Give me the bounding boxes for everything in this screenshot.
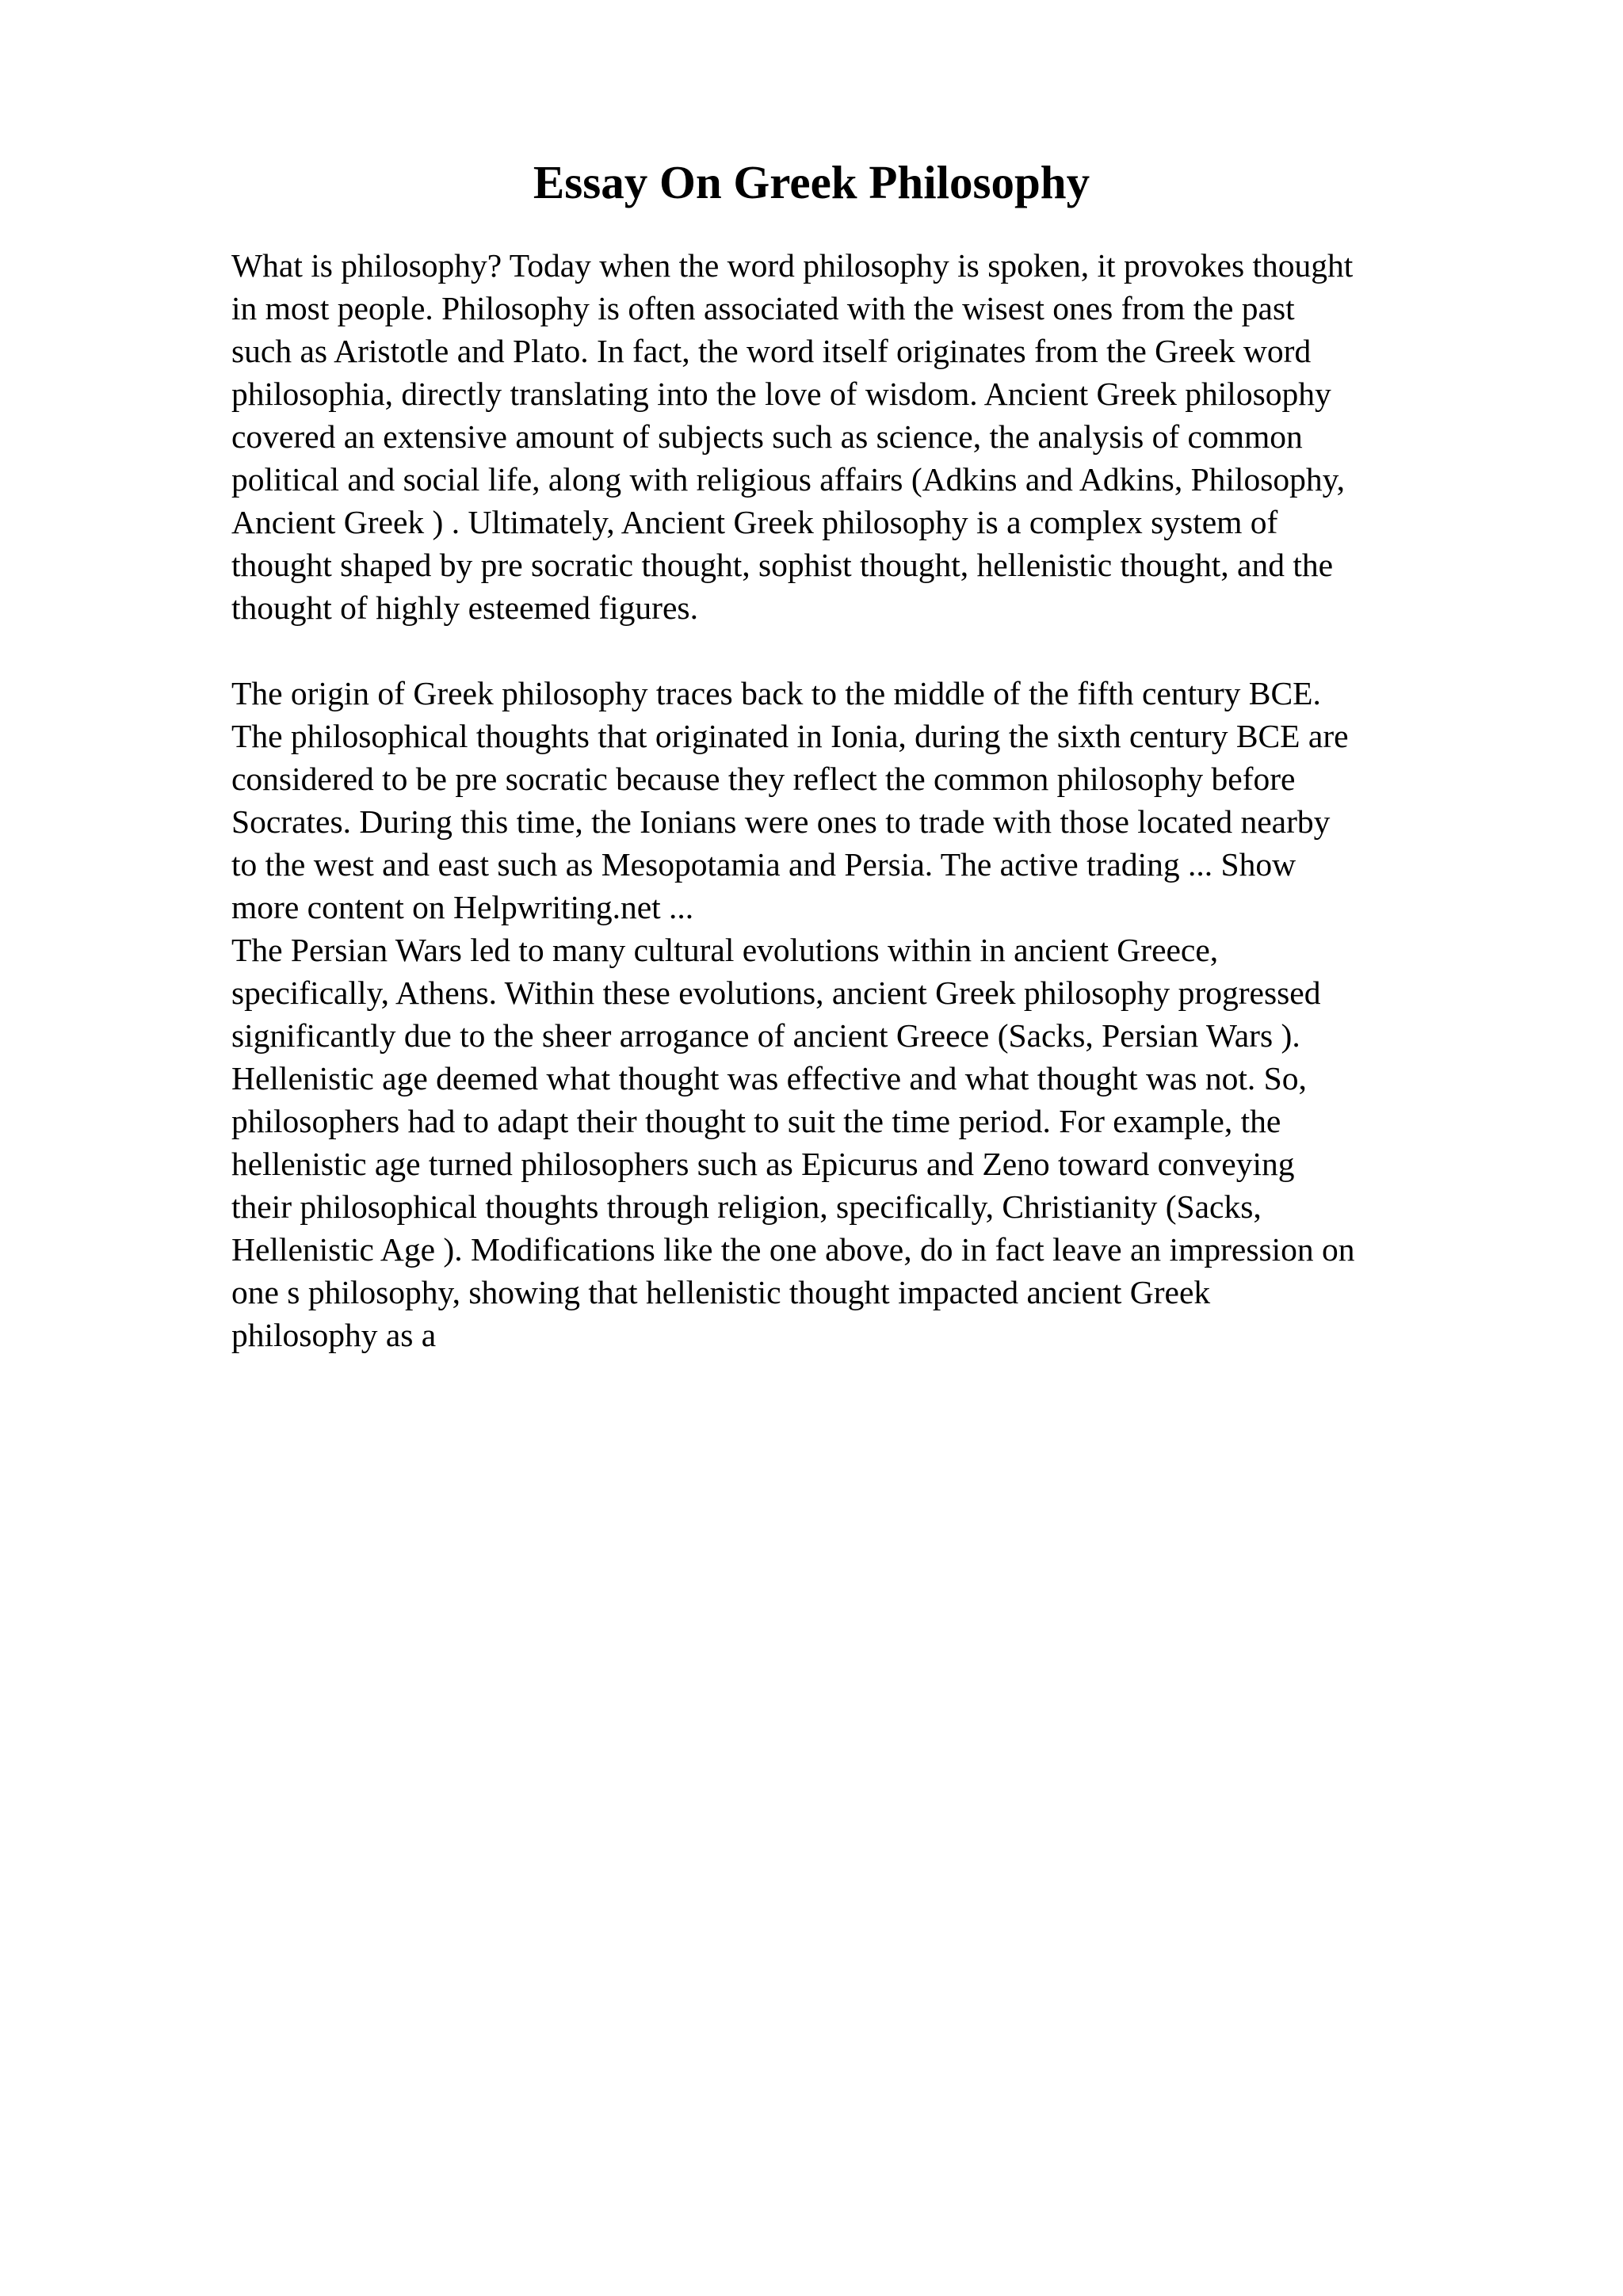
- text-line: philosophy as a: [231, 1317, 437, 1353]
- text-line: Hellenistic Age ). Modifications like the one above, do in fact leave an impression on: [231, 1231, 1355, 1268]
- text-line: one s philosophy, showing that hellenistic thought impacted ancient Greek: [231, 1274, 1211, 1310]
- text-line: The origin of Greek philosophy traces back to the middle of the fifth century BCE.: [231, 675, 1321, 711]
- text-line: more content on Helpwriting.net ...: [231, 889, 694, 925]
- text-line: to the west and east such as Mesopotamia and Persia. The active trading ... Show: [231, 846, 1296, 883]
- paragraph-1: [231, 244, 1499, 629]
- text-line: The Persian Wars led to many cultural evolutions within in ancient Greece,: [231, 932, 1219, 968]
- text-line: political and social life, along with religious affairs (Adkins and Adkins, Philosophy,: [231, 461, 1346, 498]
- text-line: What is philosophy? Today when the word philosophy is spoken, it provokes thought: [231, 247, 1354, 284]
- text-line: Ancient Greek ) . Ultimately, Ancient Greek philosophy is a complex system of: [231, 504, 1278, 540]
- text-line: thought of highly esteemed figures.: [231, 589, 698, 626]
- text-line: hellenistic age turned philosophers such as Epicurus and Zeno toward conveying: [231, 1146, 1295, 1182]
- text-line: The philosophical thoughts that originated in Ionia, during the sixth century BCE are: [231, 718, 1349, 754]
- text-line: covered an extensive amount of subjects such as science, the analysis of common: [231, 418, 1303, 455]
- page-title: Essay On Greek Philosophy: [533, 156, 1090, 208]
- text-line: thought shaped by pre socratic thought, sophist thought, hellenistic thought, and the: [231, 547, 1334, 583]
- text-line: their philosophical thoughts through religion, specifically, Christianity (Sacks,: [231, 1188, 1262, 1225]
- text-line: considered to be pre socratic because they reflect the common philosophy before: [231, 761, 1296, 797]
- essay-body: [231, 244, 1499, 1356]
- text-line: Socrates. During this time, the Ionians were ones to trade with those located nearby: [231, 803, 1331, 840]
- paragraph-3: [231, 929, 1499, 1356]
- paragraph-gap: [231, 629, 1499, 672]
- paragraph-2: [231, 672, 1499, 929]
- text-line: philosophers had to adapt their thought to suit the time period. For example, the: [231, 1103, 1281, 1139]
- text-line: specifically, Athens. Within these evolutions, ancient Greek philosophy progressed: [231, 974, 1321, 1011]
- text-line: significantly due to the sheer arrogance of ancient Greece (Sacks, Persian Wars ).: [231, 1017, 1300, 1054]
- text-line: in most people. Philosophy is often associated with the wisest ones from the past: [231, 290, 1295, 326]
- text-line: Hellenistic age deemed what thought was effective and what thought was not. So,: [231, 1060, 1307, 1097]
- text-line: such as Aristotle and Plato. In fact, the word itself originates from the Greek word: [231, 333, 1312, 369]
- text-line: philosophia, directly translating into the love of wisdom. Ancient Greek philosophy: [231, 376, 1331, 412]
